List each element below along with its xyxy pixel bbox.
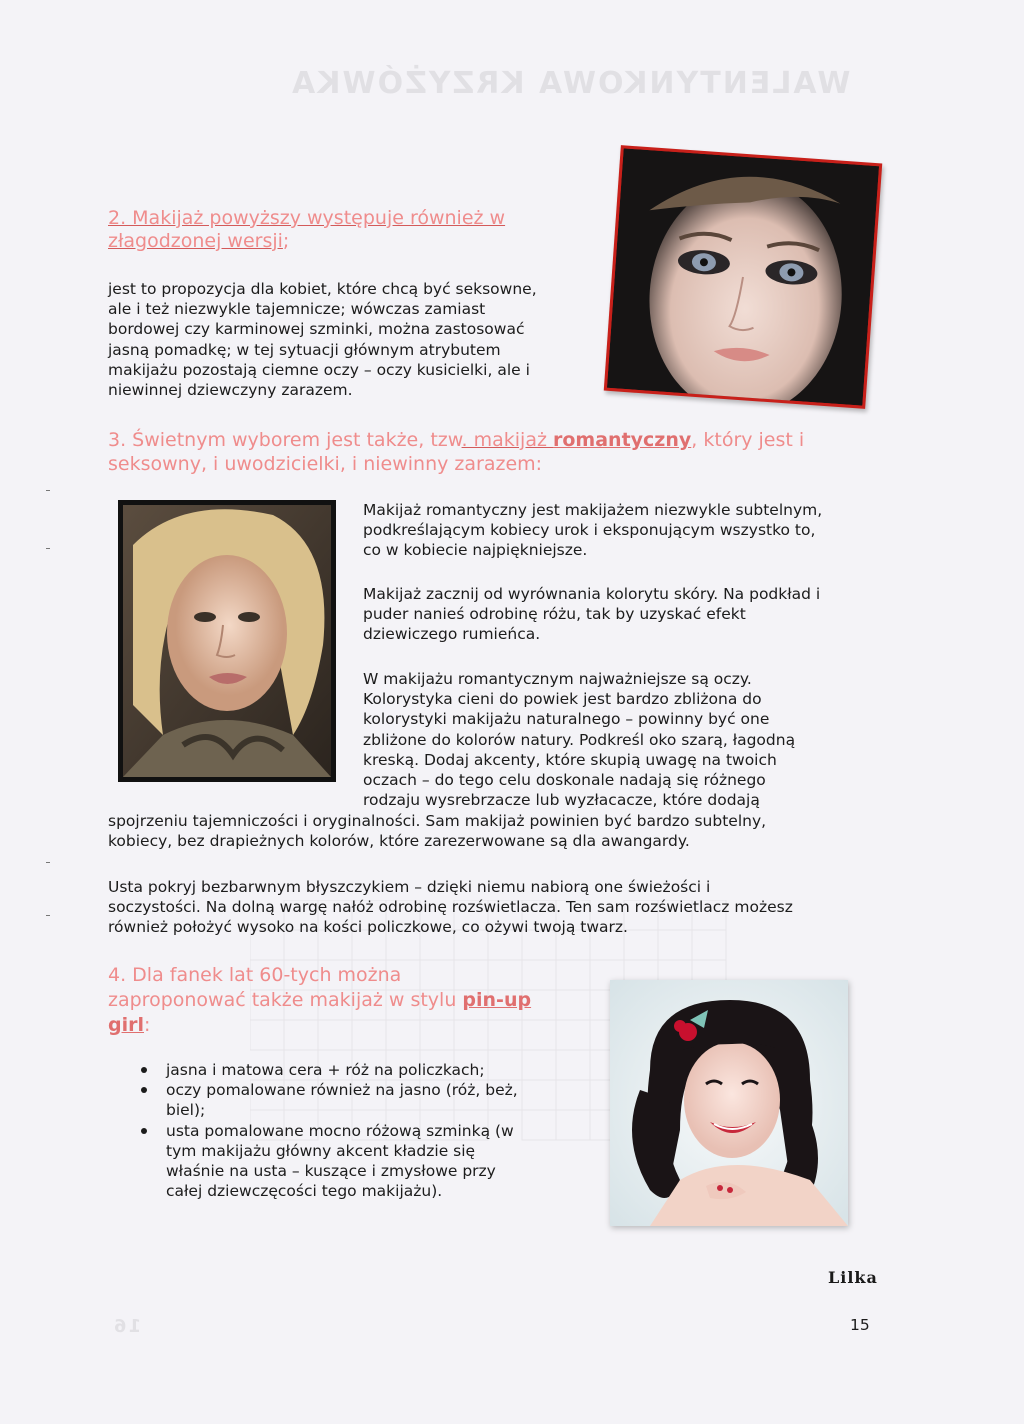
romantic-intro-paragraph: [363, 500, 883, 561]
binding-mark: [46, 548, 50, 549]
photo-blonde-model: [118, 500, 336, 782]
bullet-icon: [141, 1128, 147, 1134]
text-line: kobiecy, bez drapieżnych kolorów, które zarezerwowane są dla awangardy.: [108, 832, 690, 851]
bleed-through-title: WALENTYNKOWA KRZYŻÓWKA: [290, 66, 851, 101]
binding-mark: [46, 862, 50, 863]
section-3-heading-end: , który jest i seksowny, i uwodzicielki, i niewinny zarazem:: [108, 429, 805, 475]
text-line: spojrzeniu tajemniczości i oryginalności. Sam makijaż powinien być bardzo subtelny,: [108, 812, 767, 830]
text-line: bordowej czy karminowej szminki, można zastosować: [108, 320, 525, 339]
lips-paragraph: [108, 877, 908, 938]
list-item: [136, 1060, 576, 1080]
photo-pin-up-model: [610, 980, 848, 1226]
bullet-icon: [141, 1067, 147, 1073]
pin-up-link[interactable]: pin-up: [462, 989, 532, 1011]
section-3-heading-start: 3. Świetnym wyborem jest także, tzw: [108, 429, 462, 451]
section-4-heading-line-2: [108, 988, 588, 1013]
section-4-heading-line-1: 4. Dla fanek lat 60-tych można: [108, 964, 402, 986]
section-2-heading-tail: ;: [282, 230, 290, 252]
text-line: makijażu pozostają ciemne oczy – oczy kusicielki, ale i: [108, 360, 530, 379]
page-number: 15: [850, 1316, 870, 1334]
list-item: [136, 1080, 576, 1120]
text-line: Usta pokryj bezbarwnym błyszczykiem – dzięki niemu nabiorą one świeżości i: [108, 878, 711, 896]
eyes-paragraph: [363, 669, 883, 810]
text-line: Makijaż zacznij od wyrównania kolorytu skóry. Na podkład i: [363, 585, 821, 603]
text-line: całej dziewczęcości tego makijażu).: [166, 1182, 443, 1201]
text-line: oczy pomalowane również na jasno (róż, beż,: [166, 1081, 518, 1100]
pin-up-bullet-list: [136, 1060, 576, 1201]
text-line: właśnie na usta – kuszące i zmysłowe przy: [166, 1162, 496, 1181]
bullet-icon: [141, 1087, 147, 1093]
eyes-paragraph-continued: [108, 811, 898, 851]
dark-eyes-portrait-image: [607, 148, 879, 405]
photo-dark-eyes-model: [604, 145, 883, 409]
text-line: soczystości. Na dolną wargę nałóż odrobinę rozświetlacza. Ten sam rozświetlacz możesz: [108, 898, 793, 917]
section-3-heading: [108, 428, 868, 476]
text-line: rodzaju wysrebrzacze lub wyzłacacze, które dodają: [363, 791, 760, 810]
text-line: kolorystyki makijażu naturalnego – powinny być one: [363, 710, 770, 729]
text-line: zbliżone do kolorów natury. Podkreśl oko szarą, łagodną: [363, 730, 796, 749]
text-line: niewinnej dziewczyny zarazem.: [108, 381, 353, 400]
section-4-heading-line-2-text: zaproponować także makijaż w stylu: [108, 989, 463, 1011]
section-2-heading: [108, 207, 548, 253]
text-line: W makijażu romantycznym najważniejsze są oczy.: [363, 670, 752, 688]
text-line: puder nanieś odrobinę różu, tak by uzyskać efekt: [363, 605, 746, 624]
section-2-paragraph: [108, 279, 598, 400]
text-line: biel);: [166, 1101, 206, 1120]
skin-tone-paragraph: [363, 584, 883, 645]
section-4-heading-tail: :: [144, 1014, 151, 1036]
list-item: [136, 1121, 576, 1202]
text-line: usta pomalowane mocno różową szminką (w: [166, 1121, 514, 1140]
text-line: tym makijażu główny akcent kładzie się: [166, 1141, 476, 1160]
bleed-through-page-number: 16: [112, 1316, 142, 1337]
romantic-makeup-link[interactable]: romantyczny: [553, 429, 692, 451]
binding-mark: [46, 915, 50, 916]
text-line: Kolorystyka cieni do powiek jest bardzo zbliżona do: [363, 690, 762, 709]
section-4-heading-line-3: [108, 1013, 588, 1038]
author-signature: Lilka: [828, 1268, 878, 1287]
text-line: oczach – do tego celu doskonale nadają się różnego: [363, 771, 766, 790]
section-3-heading-link[interactable]: . makijaż: [461, 429, 553, 451]
section-2-heading-underlined: 2. Makijaż powyższy występuje również w złagodzonej wersji: [108, 207, 506, 252]
text-line: podkreślającym kobiecy urok i eksponującym wszystko to,: [363, 521, 816, 540]
text-line: dziewiczego rumieńca.: [363, 625, 541, 644]
section-4-heading: [108, 963, 588, 1038]
text-line: jasna i matowa cera + róż na policzkach;: [166, 1061, 485, 1079]
text-line: co w kobiecie najpiękniejsze.: [363, 541, 588, 560]
text-line: Makijaż romantyczny jest makijażem niezwykle subtelnym,: [363, 501, 823, 519]
text-line: jest to propozycja dla kobiet, które chcą być seksowne,: [108, 280, 537, 298]
pin-up-portrait-image: [610, 980, 848, 1226]
binding-mark: [46, 490, 50, 491]
blonde-portrait-image: [123, 505, 331, 777]
text-line: kreską. Dodaj akcenty, które skupią uwagę na twoich: [363, 750, 777, 769]
girl-link[interactable]: girl: [108, 1014, 144, 1036]
text-line: również położyć wysoko na kości policzkowe, co ożywi twoją twarz.: [108, 918, 628, 937]
text-line: ale i też niezwykle tajemnicze; wówczas zamiast: [108, 300, 486, 319]
text-line: jasną pomadkę; w tej sytuacji głównym atrybutem: [108, 340, 501, 359]
